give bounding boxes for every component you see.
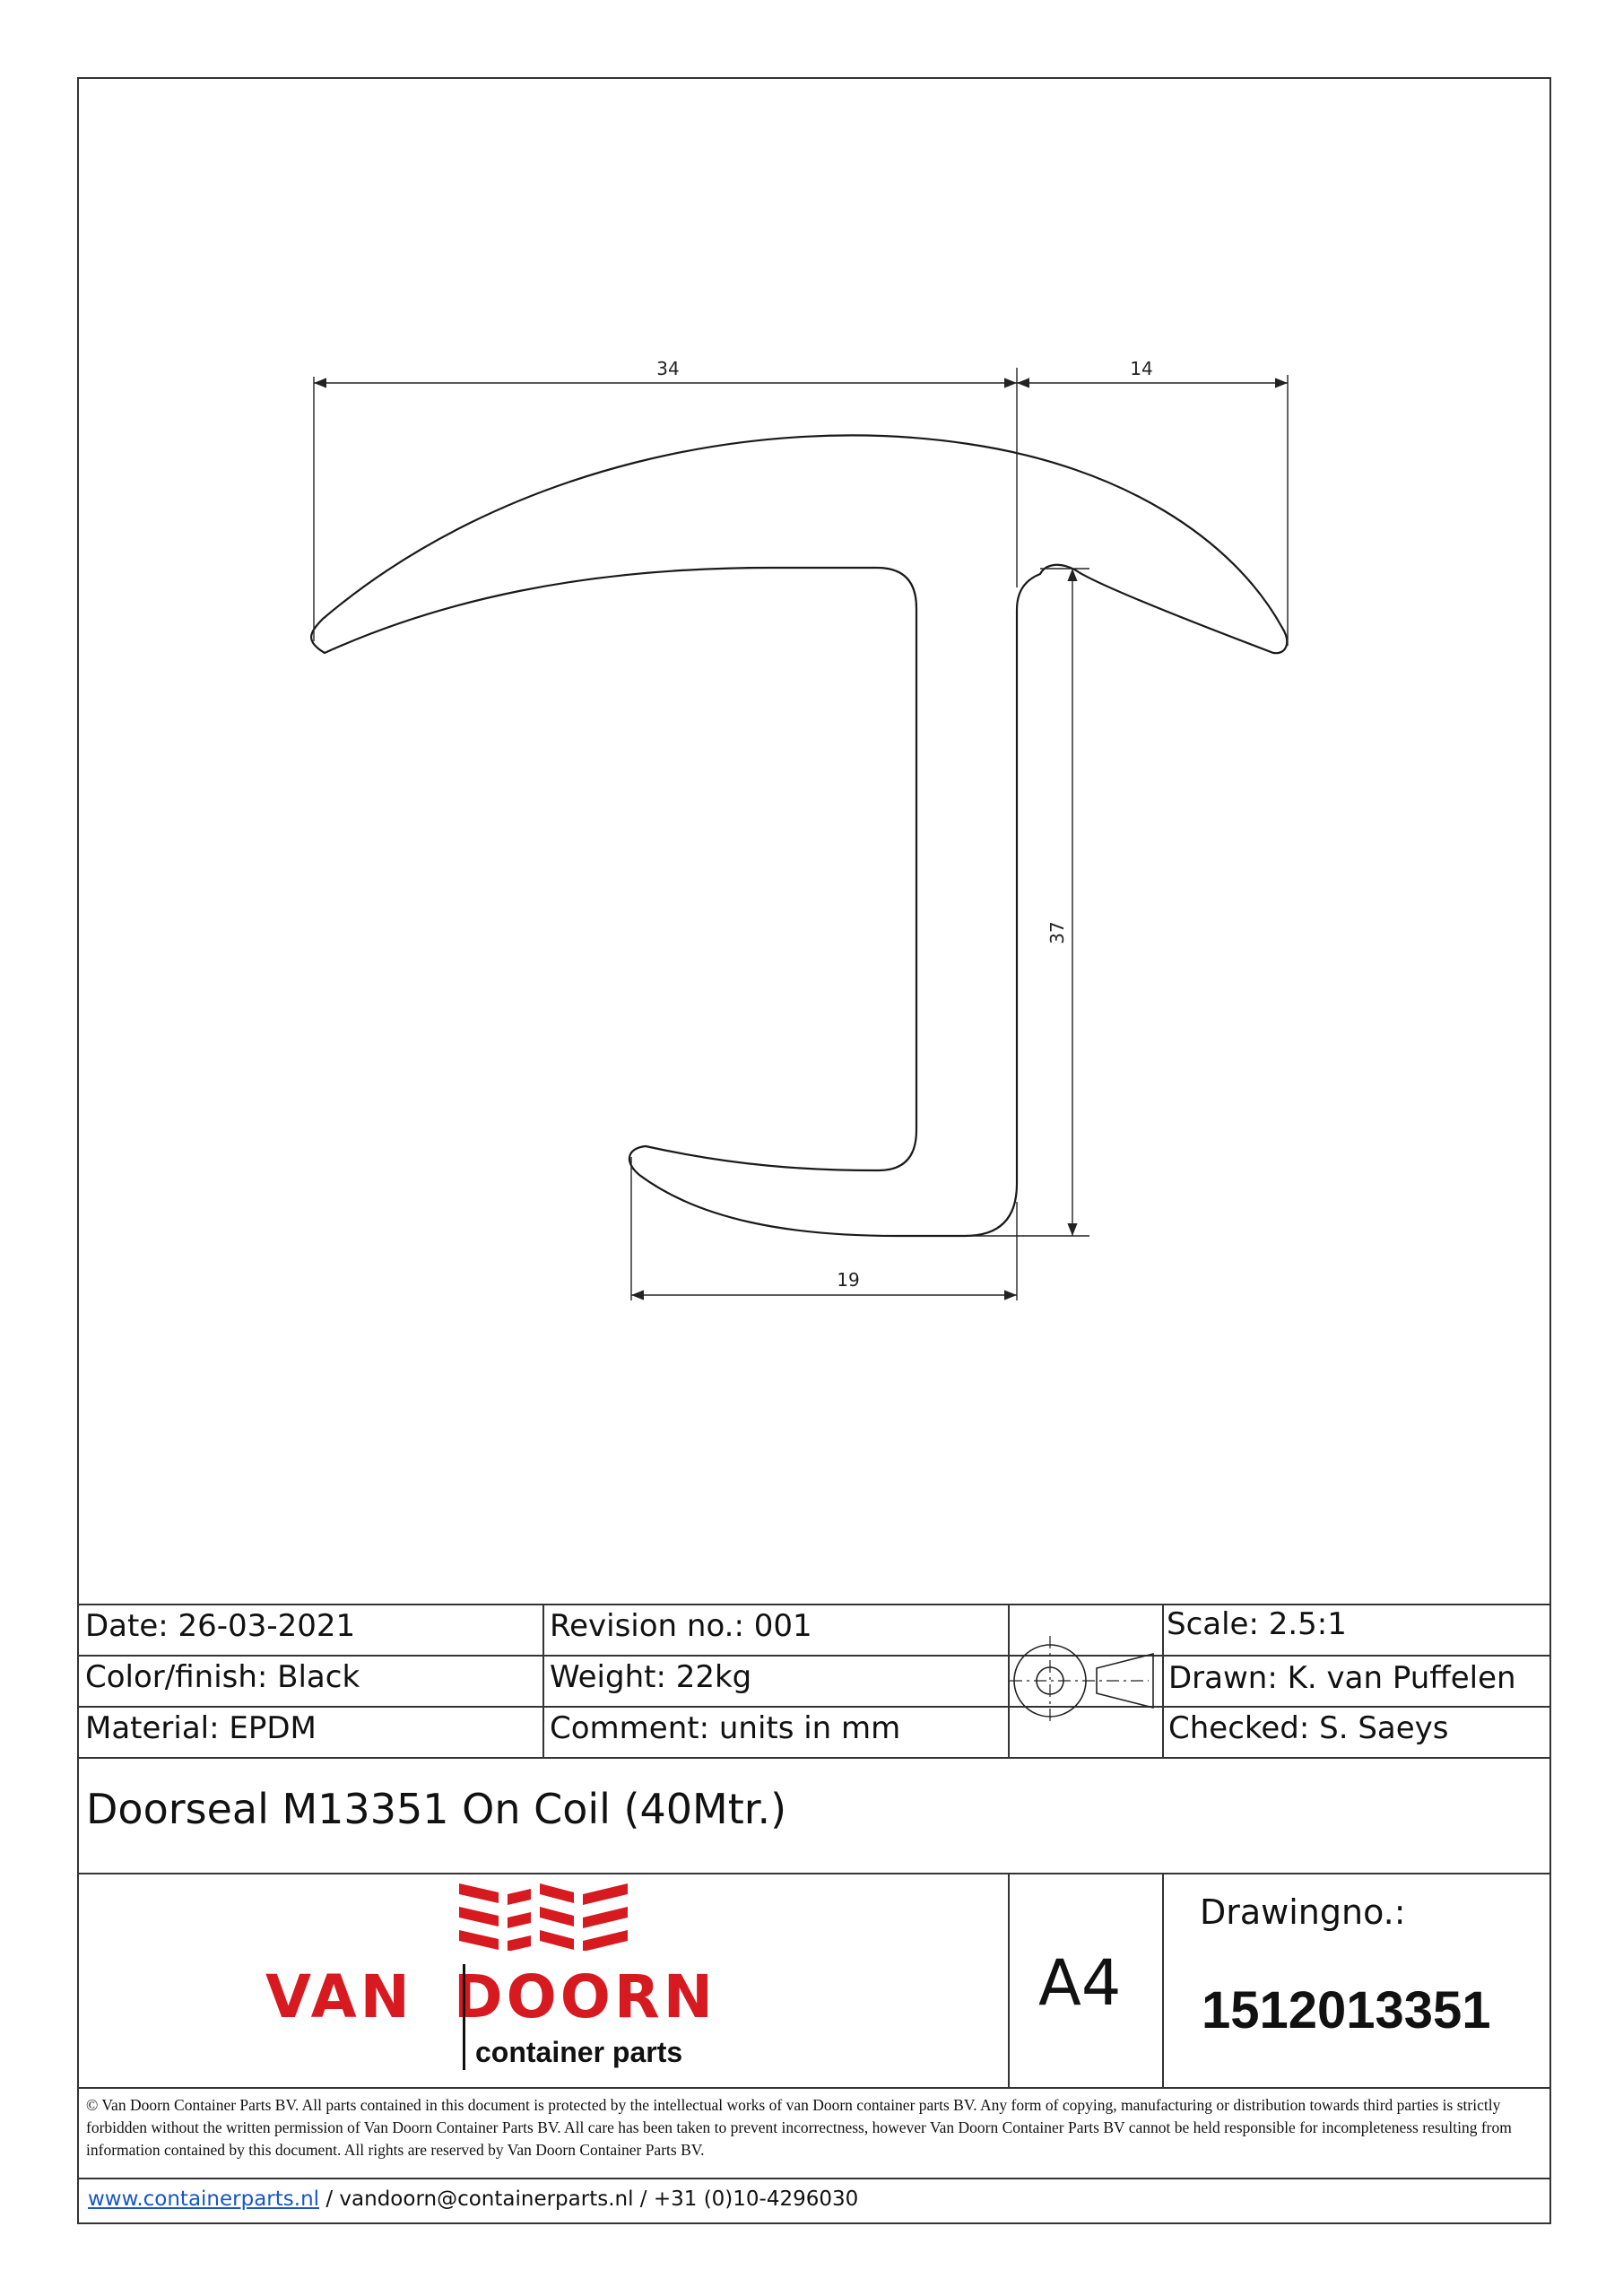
logo-divider [463,1964,465,2070]
revision-field: Revision no.: 001 [550,1608,812,1644]
website-link[interactable]: www.containerparts.nl [88,2187,320,2211]
vandoorn-logo [260,1883,834,2081]
contact-footer [88,2187,858,2211]
dim-label-19: 19 [837,1269,860,1291]
color-field: Color/finish: Black [85,1659,360,1695]
logo-wordmark: VAN DOORN [265,1962,716,2031]
comment-field: Comment: units in mm [550,1710,901,1746]
dim-label-34: 34 [656,358,680,379]
drawing-title: Doorseal M13351 On Coil (40Mtr.) [86,1785,787,1833]
tb-line-2 [77,1655,1551,1657]
weight-field: Weight: 22kg [550,1659,752,1695]
tb-line-3 [77,1706,1551,1708]
tb-vline-4 [1008,1873,1010,2087]
tb-line-5 [77,1873,1551,1874]
scale-field: Scale: 2.5:1 [1167,1606,1347,1642]
date-field: Date: 26-03-2021 [85,1608,356,1644]
dim-label-14: 14 [1130,358,1153,379]
tb-vline-1 [542,1604,544,1757]
tb-line-4 [77,1757,1551,1759]
paper-size: A4 [1038,1946,1122,2020]
seal-profile-outline [311,435,1287,1236]
tb-vline-3 [1162,1604,1164,1757]
logo-subtitle: container parts [475,2036,683,2068]
drawingno-value: 1512013351 [1202,1981,1491,2039]
legal-notice: © Van Doorn Container Parts BV. All parts contained in this document is protected by the intellectual works of van Doorn container parts BV. Any form of copying, manufacturing or distribution towards third parties is strictly forbidden without the written permission of Van Doorn Container Parts BV. All care has been taken to prevent incorrectness, however Van Doorn Container Parts BV cannot be held responsible for incompleteness resulting from information contained by this document. All rights are reserved by Van Doorn Container Parts BV. [86,2096,1512,2159]
contact-details: / vandoorn@containerparts.nl / +31 (0)10-4296030 [319,2187,859,2211]
tb-line-6 [77,2087,1551,2089]
checked-field: Checked: S. Saeys [1168,1710,1449,1746]
tb-vline-5 [1162,1873,1164,2087]
material-field: Material: EPDM [85,1710,317,1746]
vandoorn-logo-mark-icon [459,1883,629,1951]
tb-line-7 [77,2178,1551,2179]
drawn-field: Drawn: K. van Puffelen [1168,1660,1516,1696]
projection-symbol-icon [1010,1607,1160,1754]
drawingno-label: Drawingno.: [1200,1892,1406,1932]
tb-line-1 [77,1604,1551,1605]
dim-label-37: 37 [1046,921,1068,944]
